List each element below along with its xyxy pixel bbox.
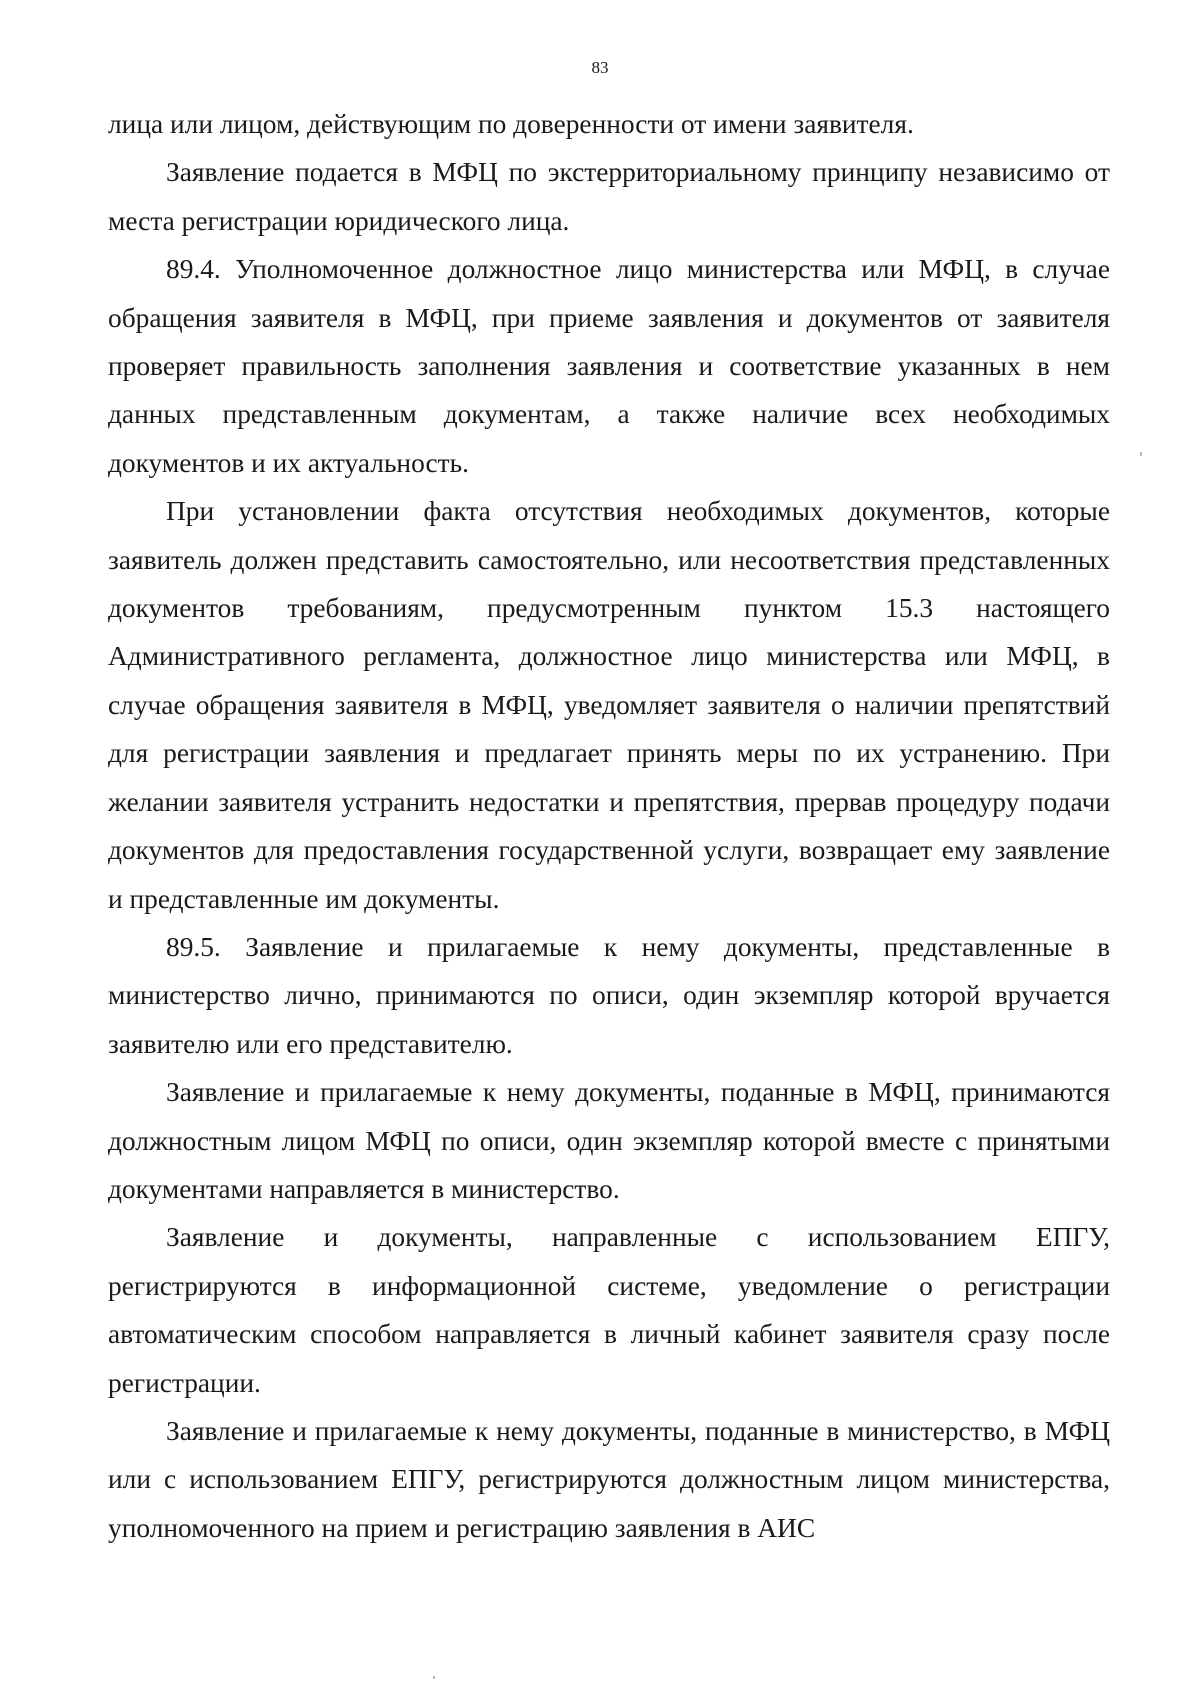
scan-speck bbox=[433, 1676, 435, 1679]
paragraph-epgu-registration: Заявление и документы, направленные с использованием ЕПГУ, регистрируются в информационной системе, уведомление о регистрации автоматическим способом направляется в личный кабинет заявителя сразу после регистрации. bbox=[108, 1222, 1110, 1398]
document-body bbox=[108, 100, 1110, 1552]
scan-speck bbox=[1140, 452, 1142, 456]
paragraph-missing-documents: При установлении факта отсутствия необходимых документов, которые заявитель должен представить самостоятельно, или несоответствия представленных документов требованиям, предусмотренным пунктом 15.3 настоящего Административного регламента, должностное лицо министерства или МФЦ, в случае обращения заявителя в МФЦ, уведомляет заявителя о наличии препятствий для регистрации заявления и предлагает принять меры по их устранению. При желании заявителя устранить недостатки и препятствия, прервав процедуру подачи документов для предоставления государственной услуги, возвращает ему заявление и представленные им документы. bbox=[108, 496, 1110, 914]
page-number: 83 bbox=[591, 58, 609, 77]
paragraph-ais-registration: Заявление и прилагаемые к нему документы, поданные в министерство, в МФЦ или с использованием ЕПГУ, регистрируются должностным лицом министерства, уполномоченного на прием и регистрацию заявления в АИС bbox=[108, 1415, 1110, 1543]
paragraph-extraterritorial: Заявление подается в МФЦ по экстерриториальному принципу независимо от места регистрации юридического лица. bbox=[108, 157, 1110, 236]
paragraph-89-4: 89.4. Уполномоченное должностное лицо министерства или МФЦ, в случае обращения заявителя в МФЦ, при приеме заявления и документов от заявителя проверяет правильность заполнения заявления и соответствие указанных в нем данных представленным документам, а также наличие всех необходимых документов и их актуальность. bbox=[108, 254, 1110, 478]
paragraph-89-5: 89.5. Заявление и прилагаемые к нему документы, представленные в министерство лично, принимаются по описи, один экземпляр которой вручается заявителю или его представителю. bbox=[108, 931, 1110, 1059]
paragraph-mfc-submission: Заявление и прилагаемые к нему документы, поданные в МФЦ, принимаются должностным лицом МФЦ по описи, один экземпляр которой вместе с принятыми документами направляется в министерство. bbox=[108, 1077, 1110, 1204]
paragraph-continuation: лица или лицом, действующим по доверенности от имени заявителя. bbox=[108, 109, 914, 139]
